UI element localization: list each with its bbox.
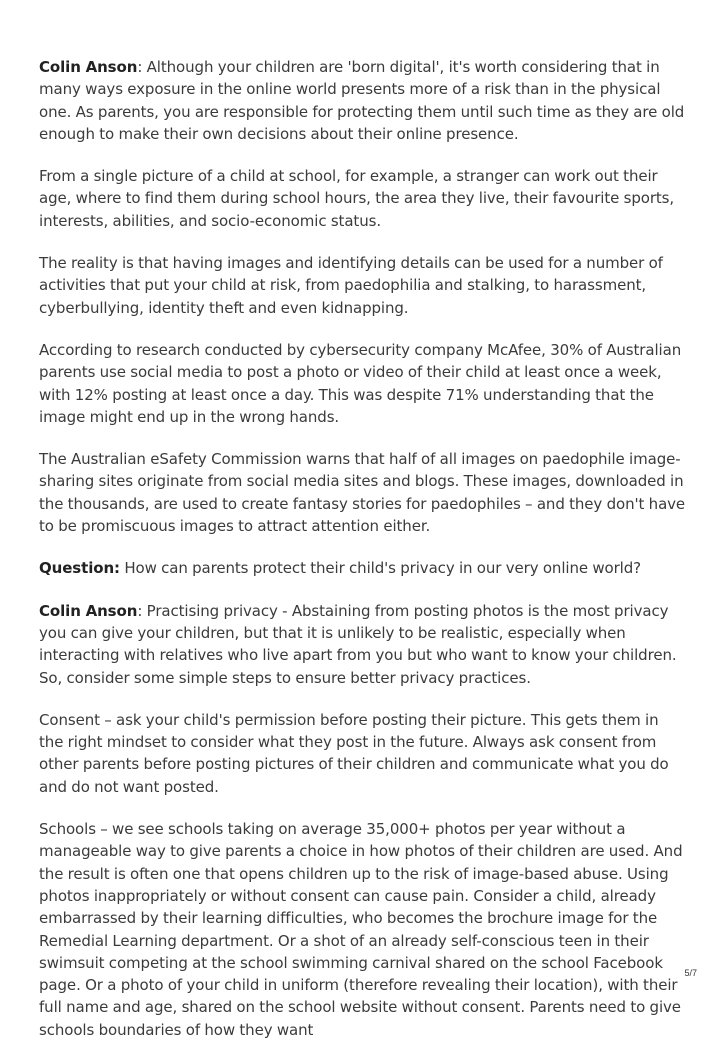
question-label: Question: [39, 559, 120, 578]
paragraph-7 [39, 600, 687, 689]
question-text: How can parents protect their child's privacy in our very online world? [124, 559, 642, 578]
paragraph-3 [39, 252, 687, 319]
speaker-name: Colin Anson [39, 58, 138, 76]
paragraph-8 [39, 709, 687, 798]
paragraph-4 [39, 339, 687, 428]
speaker-separator: : [137, 58, 147, 76]
paragraph-text: According to research conducted by cybersecurity company McAfee, 30% of Australian parents use social media to post a photo or video of their child at least once a week, with 12% posting at least once a day. This was despite 71% understanding that the image might end up in the wrong hands. [39, 340, 682, 426]
speaker-separator: : [137, 601, 147, 620]
paragraph-text: From a single picture of a child at school, for example, a stranger can work out their age, where to find them during school hours, the area they live, their favourite sports, interests, abilities, and socio-economic status. [39, 167, 675, 230]
paragraph-text: Schools – we see schools taking on average 35,000+ photos per year without a manageable way to give parents a choice in how photos of their children are used. And the result is often one that opens children up to the risk of image-based abuse. Using photos inappropriately or without consent can cause pain. Consider a child, already embarrassed by their learning difficulties, who becomes the brochure image for the Remedial Learning department. Or a shot of an already self-conscious teen in their swimsuit competing at the school swimming carnival shared on the school Facebook page. Or a photo of your child in uniform (therefore revealing their location), with their full name and age, shared on the school website without consent. Parents need to give schools boundaries of how they want [39, 820, 683, 1039]
paragraph-text: Practising privacy - Abstaining from posting photos is the most privacy you can give your children, but that it is unlikely to be realistic, especially when interacting with relatives who live apart from you but who want to know your children. So, consider some simple steps to ensure better privacy practices. [39, 601, 677, 687]
page-number: 5/7 [684, 968, 697, 978]
document-page [39, 56, 687, 1061]
paragraph-text: Consent – ask your child's permission before posting their picture. This gets them in the right mindset to consider what they post in the future. Always ask consent from other parents before posting pictures of their children and communicate what you do and do not want posted. [39, 710, 669, 796]
paragraph-9 [39, 818, 687, 1041]
paragraph-text: Although your children are 'born digital', it's worth considering that in many ways exposure in the online world presents more of a risk than in the physical one. As parents, you are responsible for protecting them until such time as they are old enough to make their own decisions about their online presence. [39, 58, 685, 143]
paragraph-text: The Australian eSafety Commission warns that half of all images on paedophile image-sharing sites originate from social media sites and blogs. These images, downloaded in the thousands, are used to create fantasy stories for paedophiles – and they don't have to be promiscuous images to attract attention either. [39, 450, 686, 536]
question-paragraph [39, 557, 687, 579]
speaker-name: Colin Anson [39, 601, 138, 620]
paragraph-2 [39, 165, 687, 232]
paragraph-text: The reality is that having images and identifying details can be used for a number of activities that put your child at risk, from paedophilia and stalking, to harassment, cyberbullying, identity theft and even kidnapping. [39, 254, 663, 317]
paragraph-1 [39, 56, 687, 145]
paragraph-5 [39, 448, 687, 537]
